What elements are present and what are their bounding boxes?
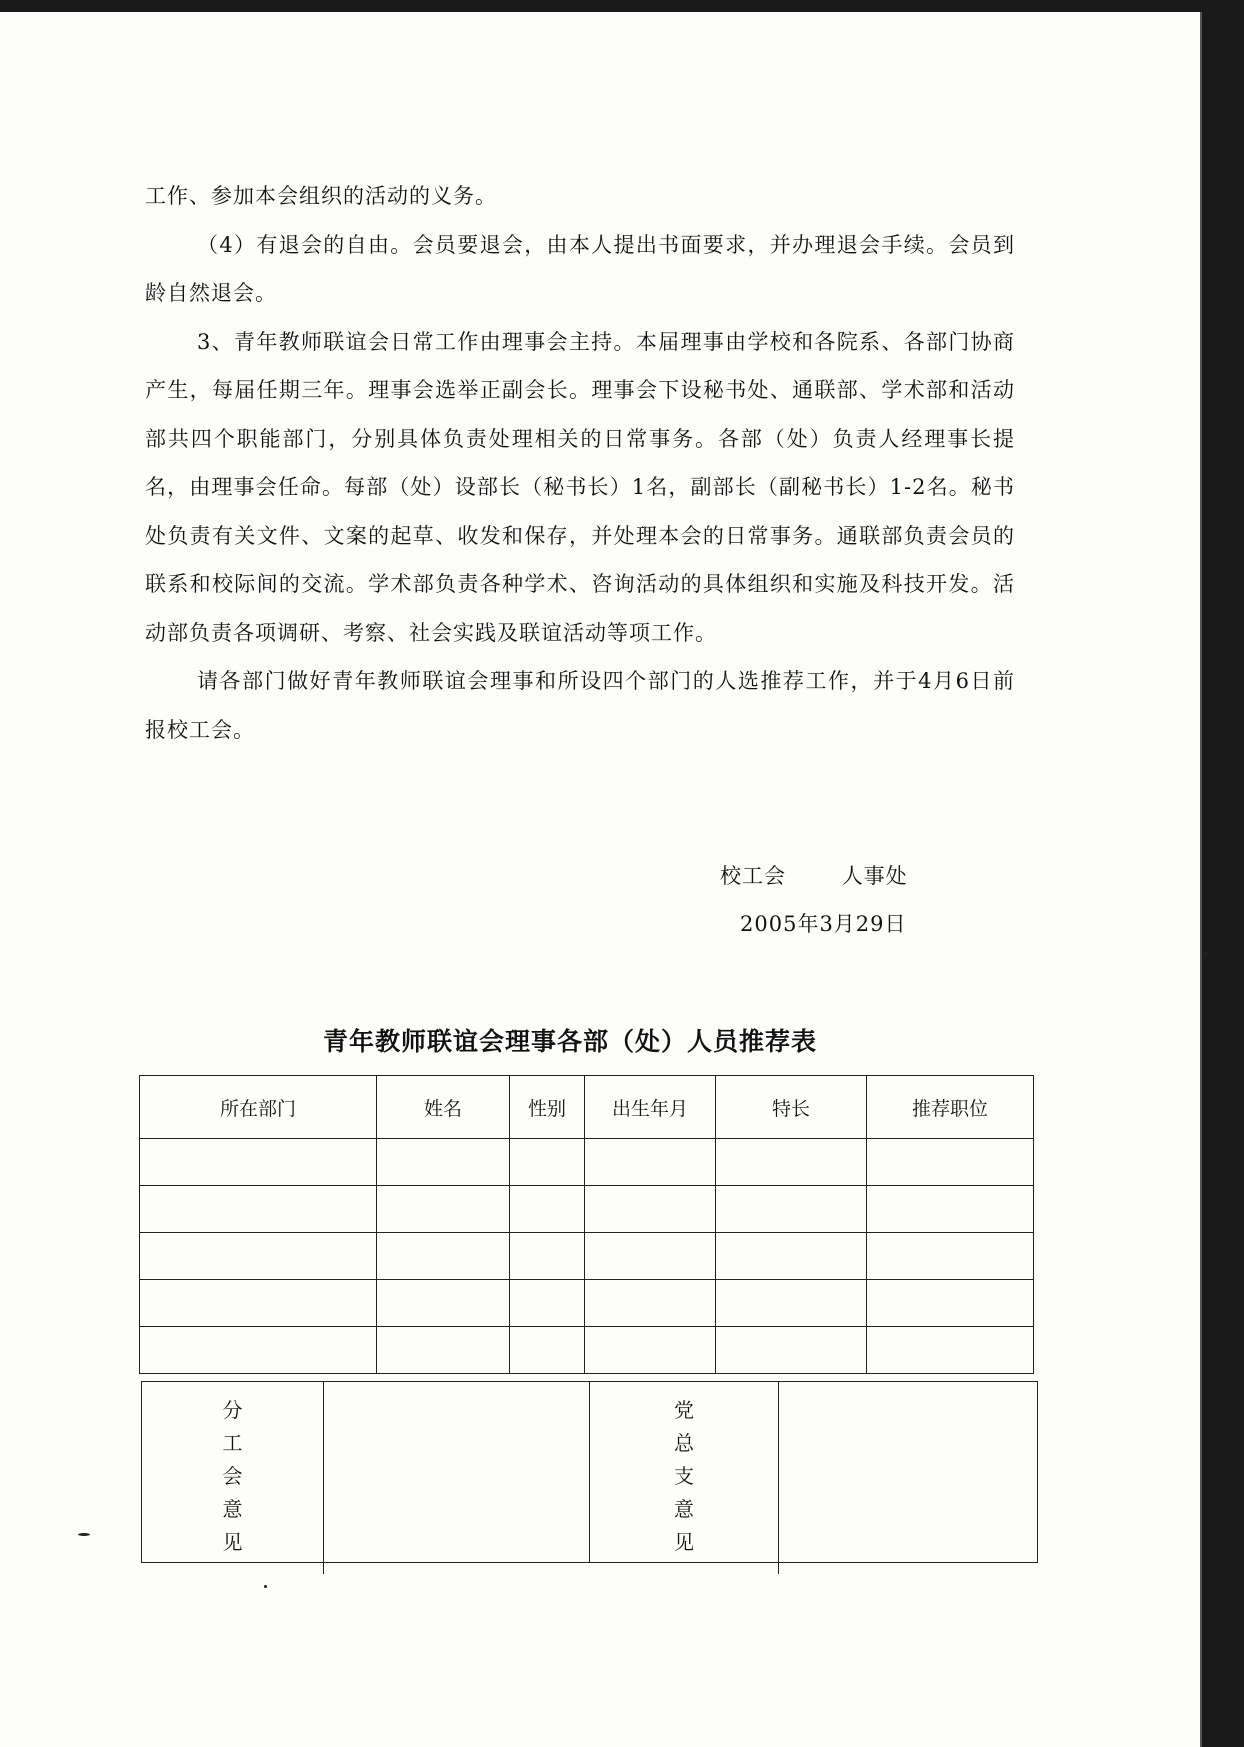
table-cell bbox=[867, 1280, 1034, 1327]
table-title: 青年教师联谊会理事各部（处）人员推荐表 bbox=[322, 1027, 817, 1056]
recommendation-table bbox=[139, 1075, 1034, 1374]
opinion-label-char: 支 bbox=[674, 1464, 694, 1488]
header-department: 所在部门 bbox=[140, 1076, 377, 1139]
paragraph-continuation: 工作、参加本会组织的活动的义务。 bbox=[145, 184, 497, 208]
header-birth: 出生年月 bbox=[585, 1076, 716, 1139]
header-name: 姓名 bbox=[377, 1076, 510, 1139]
table-row bbox=[140, 1139, 1034, 1186]
table-cell bbox=[867, 1233, 1034, 1280]
opinion-section bbox=[141, 1381, 1038, 1563]
scan-speck bbox=[264, 1585, 267, 1588]
table-row bbox=[140, 1280, 1034, 1327]
table-cell bbox=[585, 1280, 716, 1327]
table-cell bbox=[140, 1139, 377, 1186]
table-cell bbox=[867, 1186, 1034, 1233]
header-specialty: 特长 bbox=[716, 1076, 867, 1139]
table-cell bbox=[716, 1139, 867, 1186]
table-cell bbox=[510, 1233, 585, 1280]
signature-org-personnel: 人事处 bbox=[841, 864, 908, 888]
opinion-party-blank bbox=[779, 1382, 1037, 1562]
table-cell bbox=[585, 1186, 716, 1233]
table-header-row bbox=[140, 1076, 1034, 1139]
table-row bbox=[140, 1327, 1034, 1374]
table-cell bbox=[377, 1327, 510, 1374]
table-cell bbox=[377, 1233, 510, 1280]
signature-date: 2005年3月29日 bbox=[740, 912, 907, 936]
table-cell bbox=[716, 1280, 867, 1327]
table-cell bbox=[716, 1327, 867, 1374]
table-cell bbox=[867, 1139, 1034, 1186]
table-cell bbox=[140, 1327, 377, 1374]
table-cell bbox=[510, 1327, 585, 1374]
table-cell bbox=[140, 1280, 377, 1327]
table-cell bbox=[716, 1186, 867, 1233]
opinion-label-char: 见 bbox=[222, 1530, 243, 1554]
table-cell bbox=[140, 1186, 377, 1233]
signature-block bbox=[720, 852, 908, 948]
opinion-label-char: 总 bbox=[674, 1431, 694, 1455]
opinion-label-party bbox=[590, 1382, 779, 1574]
table-cell bbox=[716, 1233, 867, 1280]
body-text bbox=[145, 172, 1015, 754]
opinion-union-blank bbox=[324, 1382, 590, 1562]
opinion-label-union bbox=[142, 1382, 324, 1574]
table-cell bbox=[510, 1186, 585, 1233]
scan-speck bbox=[1204, 952, 1207, 955]
signature-orgs bbox=[720, 852, 908, 900]
document-page bbox=[0, 12, 1202, 1747]
table-cell bbox=[140, 1233, 377, 1280]
table-cell bbox=[585, 1139, 716, 1186]
table-cell bbox=[867, 1327, 1034, 1374]
opinion-label-char: 意 bbox=[222, 1497, 243, 1521]
paragraph-withdrawal: （4）有退会的自由。会员要退会，由本人提出书面要求，并办理退会手续。会员到龄自然退会。 bbox=[145, 232, 1015, 305]
table-row bbox=[140, 1233, 1034, 1280]
table-cell bbox=[585, 1327, 716, 1374]
scan-speck bbox=[78, 1533, 90, 1536]
opinion-label-char: 会 bbox=[222, 1464, 243, 1488]
paragraph-council: 3、青年教师联谊会日常工作由理事会主持。本届理事由学校和各院系、各部门协商产生，每届任期三年。理事会选举正副会长。理事会下设秘书处、通联部、学术部和活动部共四个职能部门，分别具体负责处理相关的日常事务。各部（处）负责人经理事长提名，由理事会任命。每部（处）设部长（秘书长）1名，副部长（副秘书长）1-2名。秘书处负责有关文件、文案的起草、收发和保存，并处理本会的日常事务。通联部负责会员的联系和校际间的交流。学术部负责各种学术、咨询活动的具体组织和实施及科技开发。活动部负责各项调研、考察、社会实践及联谊活动等项工作。 bbox=[145, 329, 1015, 645]
opinion-label-char: 意 bbox=[674, 1497, 694, 1521]
table-cell bbox=[510, 1280, 585, 1327]
table-row bbox=[140, 1186, 1034, 1233]
table-cell bbox=[510, 1139, 585, 1186]
table-cell bbox=[585, 1233, 716, 1280]
header-position: 推荐职位 bbox=[867, 1076, 1034, 1139]
opinion-label-char: 分 bbox=[222, 1398, 243, 1422]
paragraph-request: 请各部门做好青年教师联谊会理事和所设四个部门的人选推荐工作，并于4月6日前报校工会。 bbox=[145, 669, 1015, 742]
opinion-label-char: 党 bbox=[674, 1398, 694, 1422]
signature-org-union: 校工会 bbox=[720, 864, 786, 888]
header-gender: 性别 bbox=[510, 1076, 585, 1139]
table-cell bbox=[377, 1280, 510, 1327]
opinion-label-char: 工 bbox=[222, 1431, 243, 1455]
table-cell bbox=[377, 1139, 510, 1186]
table-cell bbox=[377, 1186, 510, 1233]
opinion-label-char: 见 bbox=[674, 1530, 694, 1554]
